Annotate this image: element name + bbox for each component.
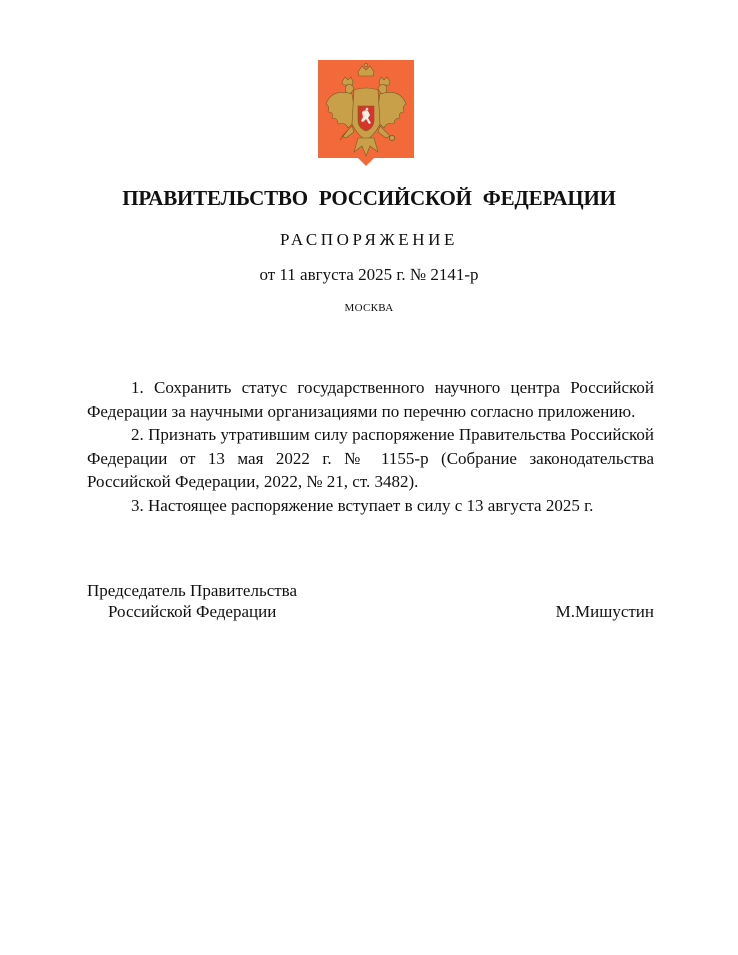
signatory-position	[87, 580, 297, 622]
russian-coat-of-arms-icon	[318, 60, 414, 166]
document-body	[87, 376, 654, 517]
paragraph-2: 2. Признать утратившим силу распоряжение Правительства Российской Федерации от 13 мая 2022 г. № 1155-р (Собрание законодательства Российской Федерации, 2022, № 21, ст. 3482).	[87, 425, 654, 491]
paragraph-3: 3. Настоящее распоряжение вступает в силу с 13 августа 2025 г.	[131, 495, 594, 515]
document-city: МОСКВА	[344, 302, 394, 314]
signatory-name: М.Мишустин	[555, 602, 654, 621]
document-type: РАСПОРЯЖЕНИЕ	[279, 230, 459, 249]
document-date-number: от 11 августа 2025 г. № 2141-р	[259, 265, 479, 284]
paragraph-1: 1. Сохранить статус государственного научного центра Российской Федерации за научными организациями по перечню согласно приложению.	[87, 378, 654, 421]
government-title: ПРАВИТЕЛЬСТВО РОССИЙСКОЙ ФЕДЕРАЦИИ	[122, 186, 616, 210]
signatory-position-line2: Российской Федерации	[108, 602, 277, 621]
signatory-position-line1: Председатель Правительства	[87, 581, 298, 600]
